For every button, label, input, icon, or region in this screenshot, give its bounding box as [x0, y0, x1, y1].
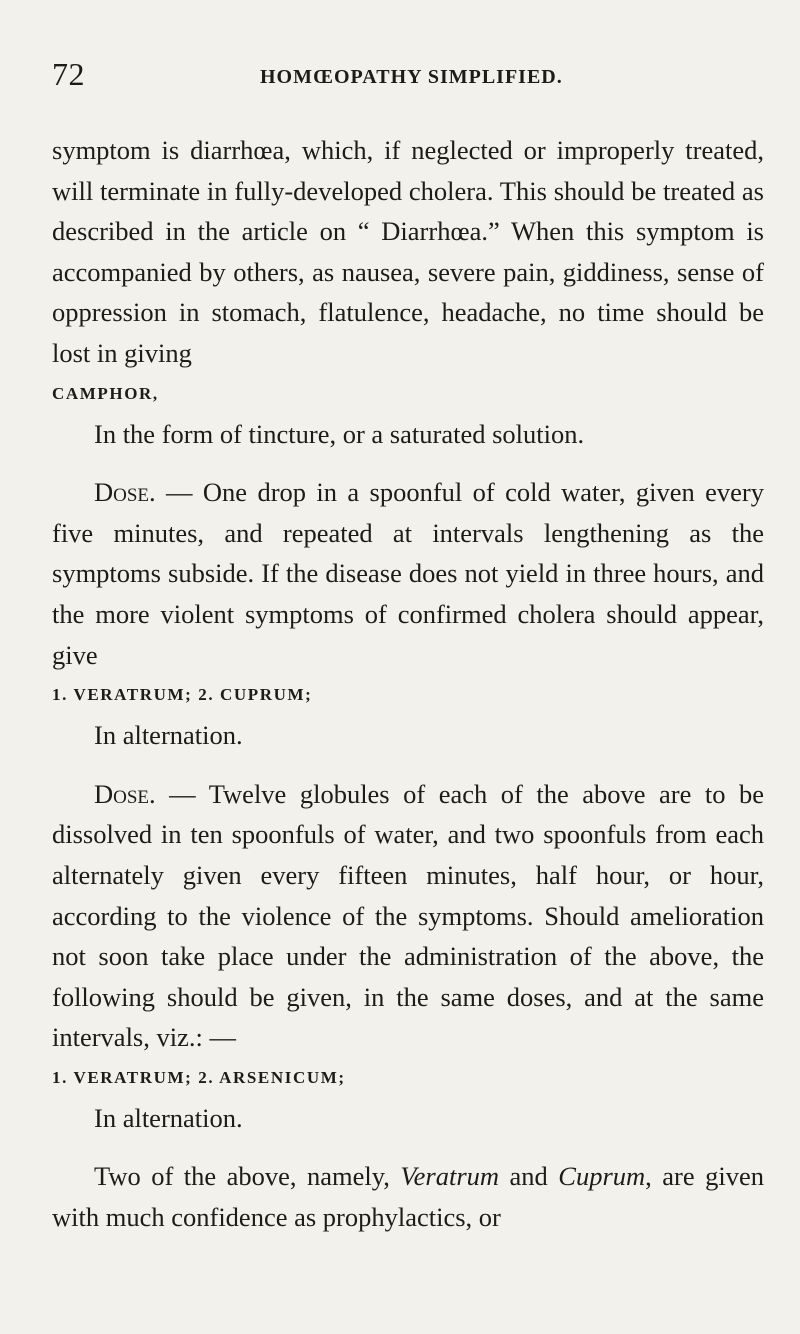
remedy-name-veratrum: Veratrum: [400, 1161, 500, 1192]
alternation-note-1: In alternation.: [94, 720, 243, 751]
paragraph-prophylactics: [52, 1156, 764, 1237]
text-segment: Two of the above, namely,: [94, 1161, 401, 1192]
body-text: [52, 130, 764, 1238]
page-number: 72: [52, 56, 85, 92]
remedy-veratrum-arsenicum: 1. VERATRUM; 2. ARSENICUM;: [52, 1067, 346, 1087]
running-title: HOMŒOPATHY SIMPLIFIED.: [260, 66, 563, 88]
remedy-veratrum-cuprum: 1. VERATRUM; 2. CUPRUM;: [52, 685, 313, 705]
paragraph-dose-2: [52, 774, 764, 1058]
remedy-name-cuprum: Cuprum: [558, 1161, 646, 1192]
text-segment: and: [499, 1161, 559, 1192]
paragraph-intro: symptom is diarrhœa, which, if neglected or improperly treated, will terminate in fully-developed cholera. This should be treated as described in the article on “ Diarrhœa.” When this symptom is accompanied by others, as nausea, severe pain, giddiness, sense of oppression in stomach, flatulence, headache, no time should be lost in giving: [52, 135, 764, 368]
dose-text: — One drop in a spoonful of cold water, given every five minutes, and repeated at intervals lengthening as the symptoms subside. If the disease does not yield in three hours, and the more violent symptoms of confirmed cholera should appear, give: [52, 477, 764, 670]
dose-label: Dose.: [94, 778, 156, 809]
dose-label: Dose.: [94, 477, 156, 508]
alternation-note-2: In alternation.: [94, 1102, 243, 1133]
page-header: [52, 56, 768, 96]
dose-text: — Twelve globules of each of the above are to be dissolved in ten spoonfuls of water, and two spoonfuls from each alternately given every fifteen minutes, half hour, or hour, according to the violence of the symptoms. Should amelioration not soon take place under the administration of the above, the following should be given, in the same doses, and at the same intervals, viz.: —: [52, 778, 764, 1053]
paragraph-dose-1: [52, 472, 764, 675]
camphor-note: In the form of tincture, or a saturated solution.: [94, 418, 585, 449]
remedy-camphor: CAMPHOR,: [52, 383, 159, 403]
text-segment: , are given with much confidence as prophylactics, or: [52, 1161, 764, 1233]
